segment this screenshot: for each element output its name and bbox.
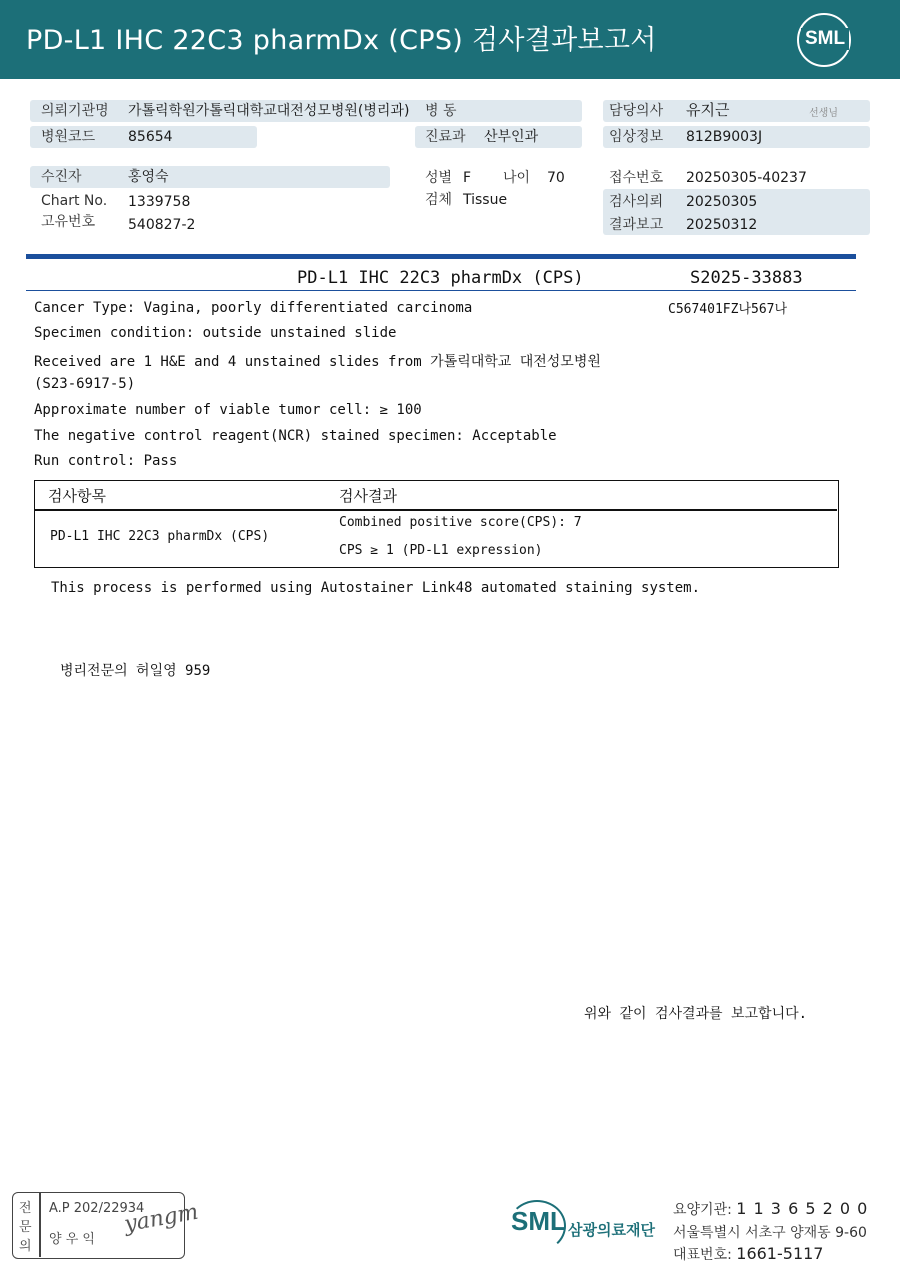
- unique-no-value: 540827-2: [128, 217, 196, 233]
- hospital-code-label: 병원코드: [41, 129, 96, 145]
- department-label: 진료과: [425, 129, 466, 145]
- foundation-name: 삼광의료재단: [568, 1221, 655, 1239]
- negative-control-line: The negative control reagent(NCR) stained specimen: Acceptable: [34, 428, 557, 444]
- test-title: PD-L1 IHC 22C3 pharmDx (CPS): [297, 268, 584, 288]
- address-line: 서울특별시 서초구 양재동 9-60: [673, 1225, 867, 1241]
- section-divider-thick: [26, 254, 856, 259]
- clinical-info-label: 임상정보: [609, 129, 664, 145]
- report-date-label: 결과보고: [609, 217, 664, 233]
- sml-logo-text: SML: [801, 28, 849, 50]
- table-cell-score: Combined positive score(CPS): 7: [339, 515, 582, 530]
- sex-value: F: [463, 170, 472, 186]
- specimen-code: C567401FZ나567나: [668, 302, 788, 317]
- doctor-label: 담당의사: [609, 103, 664, 119]
- specimen-value: Tissue: [463, 192, 508, 208]
- hospital-code-value: 85654: [128, 129, 173, 145]
- doctor-suffix: 선생님: [809, 108, 838, 119]
- specimen-condition-line: Specimen condition: outside unstained slide: [34, 325, 397, 341]
- clinical-info-value: 812B9003J: [686, 129, 763, 145]
- section-divider-thin: [26, 290, 856, 291]
- received-line: Received are 1 H&E and 4 unstained slides from 가톨릭대학교 대전성모병원: [34, 354, 601, 370]
- request-date-value: 20250305: [686, 194, 758, 210]
- report-title: PD-L1 IHC 22C3 pharmDx (CPS) 검사결과보고서: [26, 25, 657, 56]
- phone-label: 대표번호:: [673, 1247, 737, 1263]
- sex-label: 성별: [425, 170, 453, 186]
- department-value: 산부인과: [484, 129, 539, 145]
- cancer-type-line: Cancer Type: Vagina, poorly differentiated carcinoma: [34, 300, 473, 316]
- pathologist-line: 병리전문의 허일영 959: [60, 663, 211, 679]
- patient-label: 수진자: [41, 169, 82, 185]
- ward-label: 병 동: [425, 103, 457, 119]
- stamp-license: A.P 202/22934: [49, 1201, 145, 1216]
- request-date-label: 검사의뢰: [609, 194, 664, 210]
- table-header-divider: [35, 509, 837, 511]
- receipt-no-value: 20250305-40237: [686, 170, 807, 186]
- stamp-side-char-2: 문: [19, 1220, 32, 1235]
- stamp-name: 양 우 익: [49, 1232, 95, 1247]
- stamp-divider: [39, 1193, 41, 1257]
- viable-tumor-line: Approximate number of viable tumor cell: ≥ 100: [34, 402, 422, 418]
- institution-code-line: [673, 1199, 868, 1219]
- serial-number: S2025-33883: [690, 268, 803, 288]
- foundation-logo: SML: [511, 1206, 566, 1236]
- unique-no-label: 고유번호: [41, 214, 96, 230]
- institution-label: 의뢰기관명: [41, 103, 109, 119]
- chart-value: 1339758: [128, 194, 191, 210]
- institution-value: 가톨릭학원가톨릭대학교대전성모병원(병리과): [128, 103, 410, 119]
- chart-label: Chart No.: [41, 193, 108, 209]
- report-date-value: 20250312: [686, 217, 758, 233]
- stamp-side-char-1: 전: [19, 1201, 32, 1216]
- header-bar: [0, 0, 900, 79]
- case-number-line: (S23-6917-5): [34, 376, 136, 392]
- age-label: 나이: [503, 170, 531, 186]
- age-value: 70: [547, 170, 565, 186]
- signature-image: yangm: [122, 1199, 201, 1238]
- patient-value: 홍영숙: [128, 169, 169, 185]
- receipt-no-label: 접수번호: [609, 170, 664, 186]
- table-cell-expression: CPS ≥ 1 (PD-L1 expression): [339, 543, 543, 558]
- result-table: [34, 480, 839, 568]
- stamp-side-char-3: 의: [19, 1239, 32, 1254]
- institution-code-value: 1 1 3 6 5 2 0 0: [736, 1199, 869, 1218]
- phone-value: 1661-5117: [736, 1244, 824, 1263]
- doctor-value: 유지근: [686, 101, 730, 119]
- table-header-item: 검사항목: [48, 487, 106, 505]
- patient-band: [30, 166, 390, 188]
- table-header-result: 검사결과: [339, 487, 397, 505]
- phone-line: [673, 1244, 823, 1264]
- closing-statement: 위와 같이 검사결과를 보고합니다.: [584, 1006, 808, 1022]
- institution-code-label: 요양기관:: [673, 1202, 737, 1218]
- process-note: This process is performed using Autostainer Link48 automated staining system.: [51, 580, 701, 596]
- table-cell-item: PD-L1 IHC 22C3 pharmDx (CPS): [50, 529, 270, 544]
- specimen-label: 검체: [425, 192, 453, 208]
- run-control-line: Run control: Pass: [34, 453, 178, 469]
